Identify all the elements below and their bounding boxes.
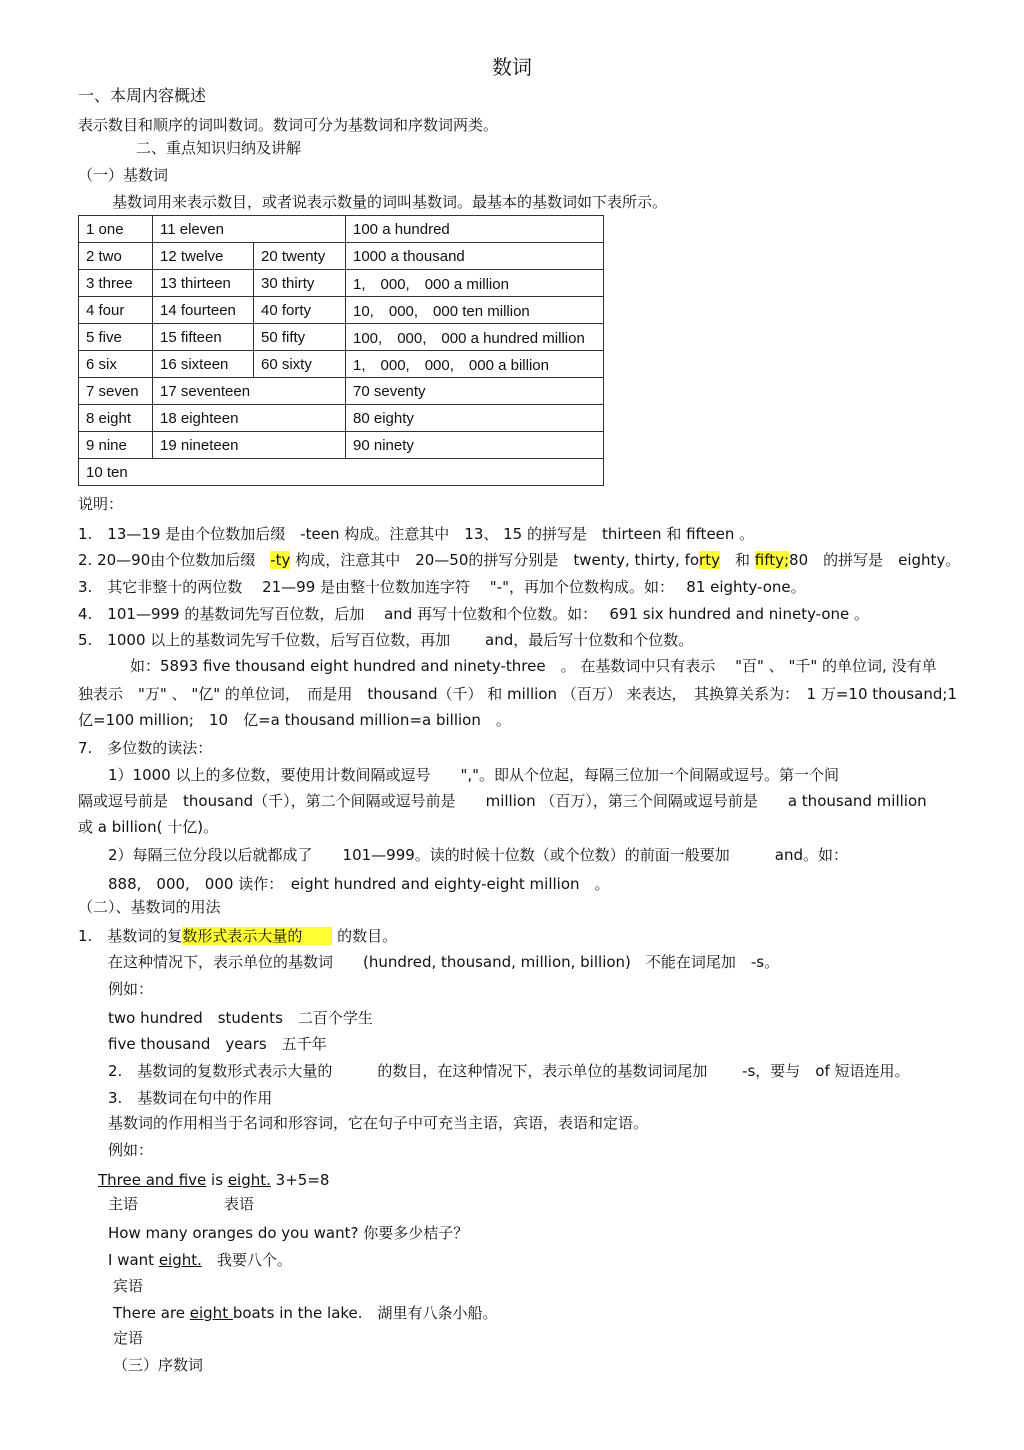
example-label-2: 例如： bbox=[108, 1141, 154, 1159]
page-title: 数词 bbox=[492, 55, 532, 79]
note-2-part: 构成，注意其中 20—50的拼写分别是 twenty, thirty, fo bbox=[290, 551, 700, 569]
note-7-2-line2: 888, 000, 000 读作： eight hundred and eighty-eight million 。 bbox=[108, 875, 610, 893]
note-2-part: 2. 20—90由个位数加后缀 bbox=[78, 551, 271, 569]
usage-1 bbox=[78, 926, 397, 946]
table-cell: 90 ninety bbox=[346, 432, 604, 459]
note-2-part: 和 bbox=[719, 551, 755, 569]
table-cell: 1, 000, 000, 000 a billion bbox=[346, 351, 604, 378]
table-cell: 100 a hundred bbox=[346, 216, 604, 243]
table-cell: 80 eighty bbox=[346, 405, 604, 432]
note-7-1-line3: 或 a billion( 十亿)。 bbox=[78, 818, 219, 836]
table-row bbox=[79, 243, 604, 270]
sentence-1-part: 3+5=8 bbox=[270, 1171, 330, 1189]
table-cell: 3 three bbox=[79, 270, 153, 297]
table-cell: 30 thirty bbox=[254, 270, 346, 297]
usage-1-detail: 在这种情况下，表示单位的基数词 (hundred, thousand, million, billion) 不能在词尾加 -s。 bbox=[108, 953, 780, 971]
example-label: 例如： bbox=[108, 980, 154, 998]
table-cell: 20 twenty bbox=[254, 243, 346, 270]
table-cell: 19 nineteen bbox=[153, 432, 346, 459]
table-cell: 10 ten bbox=[79, 459, 604, 486]
cardinal-intro: 基数词用来表示数目，或者说表示数量的词叫基数词。最基本的基数词如下表所示。 bbox=[112, 193, 668, 211]
note-7-2-line1: 2）每隔三位分段以后就都成了 101—999。读的时候十位数（或个位数）的前面一般要加 and。如： bbox=[108, 846, 849, 864]
table-cell: 8 eight bbox=[79, 405, 153, 432]
sentence-4-part: There are bbox=[113, 1304, 190, 1322]
table-cell: 9 nine bbox=[79, 432, 153, 459]
sentence-1 bbox=[98, 1170, 329, 1190]
sentence-2: How many oranges do you want? 你要多少桔子？ bbox=[108, 1224, 469, 1242]
table-row bbox=[79, 459, 604, 486]
section2-heading: 二、重点知识归纳及讲解 bbox=[136, 139, 302, 157]
highlight-fifty: fifty; bbox=[754, 551, 790, 569]
label-subject: 主语 bbox=[108, 1195, 139, 1213]
sentence-3-object: eight. bbox=[158, 1251, 202, 1269]
usage-1-part: 的数目。 bbox=[332, 927, 398, 945]
note-1: 1. 13—19 是由个位数加后缀 -teen 构成。注意其中 13、 15 的拼写是 thirteen 和 fifteen 。 bbox=[78, 525, 755, 543]
sentence-1-subject: Three and five bbox=[98, 1171, 207, 1189]
label-object: 宾语 bbox=[113, 1277, 144, 1295]
label-attribute: 定语 bbox=[113, 1329, 144, 1347]
table-row bbox=[79, 297, 604, 324]
table-cell: 15 fifteen bbox=[153, 324, 254, 351]
usage-3-detail: 基数词的作用相当于名词和形容词，它在句子中可充当主语，宾语，表语和定语。 bbox=[108, 1114, 649, 1132]
label-predicative: 表语 bbox=[224, 1195, 255, 1213]
table-cell: 70 seventy bbox=[346, 378, 604, 405]
table-cell: 6 six bbox=[79, 351, 153, 378]
note-2-part: 80 的拼写是 eighty。 bbox=[789, 551, 961, 569]
note-7-1-line1: 1）1000 以上的多位数，要使用计数间隔或逗号 ","。即从个位起，每隔三位加一个间隔或逗号。第一个间 bbox=[108, 766, 840, 784]
subsection-ordinal: （三）序数词 bbox=[113, 1356, 204, 1374]
table-cell: 60 sixty bbox=[254, 351, 346, 378]
note-2 bbox=[78, 550, 960, 570]
sentence-4-part: boats in the lake. 湖里有八条小船。 bbox=[232, 1304, 498, 1322]
sentence-4 bbox=[113, 1303, 498, 1323]
highlight-rty: rty bbox=[699, 551, 720, 569]
usage-2: 2. 基数词的复数形式表示大量的 的数目，在这种情况下，表示单位的基数词词尾加 -s，要与 of 短语连用。 bbox=[108, 1062, 910, 1080]
table-row bbox=[79, 324, 604, 351]
notes-label: 说明： bbox=[78, 495, 124, 513]
table-cell: 13 thirteen bbox=[153, 270, 254, 297]
table-row bbox=[79, 432, 604, 459]
table-cell: 50 fifty bbox=[254, 324, 346, 351]
table-cell: 40 forty bbox=[254, 297, 346, 324]
cardinal-number-table bbox=[78, 215, 604, 486]
table-cell: 1000 a thousand bbox=[346, 243, 604, 270]
table-row bbox=[79, 270, 604, 297]
note-7: 7. 多位数的读法： bbox=[78, 739, 213, 757]
note-3: 3. 其它非整十的两位数 21—99 是由整十位数加连字符 "-"，再加个位数构成。如： 81 eighty-one。 bbox=[78, 578, 806, 596]
note-7-1-line2: 隔或逗号前是 thousand（千），第二个间隔或逗号前是 million （百万），第三个间隔或逗号前是 a thousand million bbox=[78, 792, 927, 810]
subsection-cardinal: （一）基数词 bbox=[78, 166, 169, 184]
table-cell: 10, 000, 000 ten million bbox=[346, 297, 604, 324]
section1-heading: 一、本周内容概述 bbox=[78, 86, 207, 105]
note-5: 5. 1000 以上的基数词先写千位数，后写百位数，再加 and，最后写十位数和个位数。 bbox=[78, 631, 694, 649]
table-cell: 7 seven bbox=[79, 378, 153, 405]
example-2: five thousand years 五千年 bbox=[108, 1035, 327, 1053]
note-5-example: 如：5893 five thousand eight hundred and ninety-three 。 在基数词中只有表示 "百" 、 "千" 的单位词, 没有单 bbox=[130, 657, 937, 675]
table-row bbox=[79, 378, 604, 405]
usage-3: 3. 基数词在句中的作用 bbox=[108, 1089, 273, 1107]
table-row bbox=[79, 351, 604, 378]
table-row bbox=[79, 405, 604, 432]
example-1: two hundred students 二百个学生 bbox=[108, 1009, 373, 1027]
table-cell: 1 one bbox=[79, 216, 153, 243]
sentence-3-part: I want bbox=[108, 1251, 159, 1269]
sentence-1-predicative: eight. bbox=[227, 1171, 271, 1189]
usage-heading: （二）、基数词的用法 bbox=[78, 898, 221, 916]
table-cell: 100, 000, 000 a hundred million bbox=[346, 324, 604, 351]
note-5-line3: 亿=100 million; 10 亿=a thousand million=a billion 。 bbox=[78, 711, 511, 729]
table-cell: 12 twelve bbox=[153, 243, 254, 270]
highlight-plural-form: 数形式表示大量的 bbox=[182, 927, 333, 945]
table-cell: 5 five bbox=[79, 324, 153, 351]
table-cell: 16 sixteen bbox=[153, 351, 254, 378]
table-cell: 18 eighteen bbox=[153, 405, 346, 432]
note-4: 4. 101—999 的基数词先写百位数，后加 and 再写十位数和个位数。如： 691 six hundred and ninety-one 。 bbox=[78, 605, 870, 623]
sentence-4-attribute: eight bbox=[189, 1304, 233, 1322]
highlight-ty: -ty bbox=[270, 551, 291, 569]
sentence-3-part: 我要八个。 bbox=[201, 1251, 292, 1269]
table-cell: 2 two bbox=[79, 243, 153, 270]
table-row bbox=[79, 216, 604, 243]
table-cell: 14 fourteen bbox=[153, 297, 254, 324]
table-cell: 11 eleven bbox=[153, 216, 346, 243]
table-cell: 4 four bbox=[79, 297, 153, 324]
section1-line: 表示数目和顺序的词叫数词。数词可分为基数词和序数词两类。 bbox=[78, 116, 499, 134]
table-cell: 1, 000, 000 a million bbox=[346, 270, 604, 297]
table-cell: 17 seventeen bbox=[153, 378, 346, 405]
usage-1-part: 1. 基数词的复 bbox=[78, 927, 183, 945]
sentence-1-part: is bbox=[206, 1171, 228, 1189]
sentence-3 bbox=[108, 1250, 292, 1270]
note-5-line2: 独表示 "万" 、 "亿" 的单位词， 而是用 thousand（千） 和 million （百万） 来表达， 其换算关系为： 1 万=10 thousand;1 bbox=[78, 685, 957, 703]
